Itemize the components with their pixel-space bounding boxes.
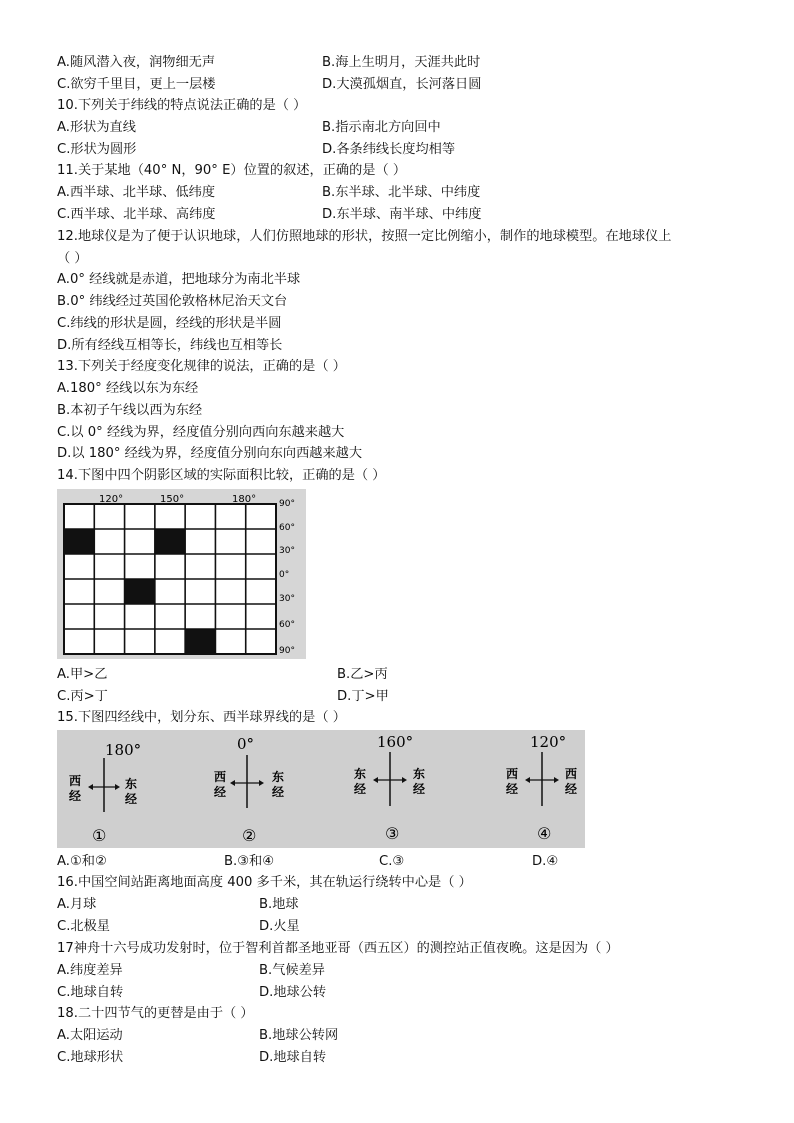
meridian-number: ② bbox=[242, 826, 257, 845]
q16-option-d: D.火星 bbox=[259, 919, 300, 934]
meridian-degree: 180° bbox=[105, 741, 142, 759]
arrow-head-left bbox=[230, 780, 235, 786]
meridian-number: ③ bbox=[385, 824, 400, 843]
meridian-left-label: 经 bbox=[69, 789, 82, 803]
meridian-panel-2 bbox=[214, 735, 284, 845]
q15-stem: 15.下图四经线中，划分东、西半球界线的是（ ） bbox=[57, 710, 346, 725]
grid-right-label: 60° bbox=[279, 620, 295, 630]
q18-option-b: B.地球公转网 bbox=[259, 1028, 339, 1043]
arrow-head-right bbox=[554, 777, 559, 783]
q14-option-b: B.乙>丙 bbox=[337, 667, 388, 682]
q11-option-b: B.东半球、北半球、中纬度 bbox=[322, 185, 481, 200]
q12-option-a: A.0° 经线就是赤道，把地球分为南北半球 bbox=[57, 272, 301, 287]
shaded-cell bbox=[185, 629, 215, 654]
q10-option-c: C.形状为圆形 bbox=[57, 142, 137, 157]
shaded-cell bbox=[125, 579, 155, 604]
q17-option-b: B.气候差异 bbox=[259, 963, 325, 978]
arrow-head-left bbox=[373, 777, 378, 783]
q16-option-b: B.地球 bbox=[259, 897, 299, 912]
q13-stem: 13.下列关于经度变化规律的说法，正确的是（ ） bbox=[57, 359, 346, 374]
grid-top-label: 150° bbox=[160, 494, 185, 505]
q18-option-a: A.太阳运动 bbox=[57, 1028, 123, 1043]
arrow-head-left bbox=[88, 784, 93, 790]
grid-svg bbox=[57, 489, 306, 659]
q17-stem: 17神舟十六号成功发射时，位于智利首都圣地亚哥（西五区）的测控站正值夜晚。这是因为（ ） bbox=[57, 941, 619, 956]
q13-option-d: D.以 180° 经线为界，经度值分别向东向西越来越大 bbox=[57, 446, 363, 461]
q18-option-d: D.地球自转 bbox=[259, 1050, 327, 1065]
q11-option-a: A.西半球、北半球、低纬度 bbox=[57, 185, 216, 200]
meridian-right-label: 西 bbox=[565, 767, 578, 781]
meridian-right-label: 经 bbox=[565, 782, 578, 796]
q9-option-d: D.大漠孤烟直，长河落日圆 bbox=[322, 77, 482, 92]
q12-option-b: B.0° 纬线经过英国伦敦格林尼治天文台 bbox=[57, 294, 288, 309]
q10-stem: 10.下列关于纬线的特点说法正确的是（ ） bbox=[57, 98, 307, 113]
meridian-panel-4 bbox=[506, 733, 577, 843]
meridian-left-label: 西 bbox=[506, 767, 519, 781]
arrow-head-right bbox=[402, 777, 407, 783]
q14-stem: 14.下图中四个阴影区域的实际面积比较，正确的是（ ） bbox=[57, 468, 386, 483]
meridian-left-label: 西 bbox=[69, 774, 82, 788]
q9-option-c: C.欲穷千里目，更上一层楼 bbox=[57, 77, 216, 92]
q18-option-c: C.地球形状 bbox=[57, 1050, 124, 1065]
q9-option-a: A.随风潜入夜，润物细无声 bbox=[57, 55, 216, 70]
meridian-left-label: 东 bbox=[354, 767, 367, 781]
q17-option-c: C.地球自转 bbox=[57, 985, 124, 1000]
meridian-left-label: 经 bbox=[214, 785, 227, 799]
meridian-right-label: 东 bbox=[272, 770, 285, 784]
q13-option-a: A.180° 经线以东为东经 bbox=[57, 381, 199, 396]
q13-option-b: B.本初子午线以西为东经 bbox=[57, 403, 203, 418]
meridian-panel-3 bbox=[354, 733, 425, 843]
arrow-head-left bbox=[525, 777, 530, 783]
grid-right-label: 0° bbox=[279, 570, 290, 580]
grid-right-label: 90° bbox=[279, 499, 295, 509]
meridian-svg bbox=[57, 730, 585, 848]
q11-option-c: C.西半球、北半球、高纬度 bbox=[57, 207, 216, 222]
q14-option-a: A.甲>乙 bbox=[57, 667, 108, 682]
q16-stem: 16.中国空间站距离地面高度 400 多千米，其在轨运行绕转中心是（ ） bbox=[57, 875, 472, 890]
meridian-number: ① bbox=[92, 826, 107, 845]
q16-option-a: A.月球 bbox=[57, 897, 97, 912]
grid-right-label: 90° bbox=[279, 646, 295, 656]
q10-option-d: D.各条纬线长度均相等 bbox=[322, 142, 456, 157]
shaded-cell bbox=[64, 529, 94, 554]
shaded-cell bbox=[155, 529, 185, 554]
q11-option-d: D.东半球、南半球、中纬度 bbox=[322, 207, 482, 222]
grid-top-label: 120° bbox=[99, 494, 124, 505]
q12-stem-line1: 12.地球仪是为了便于认识地球，人们仿照地球的形状，按照一定比例缩小，制作的地球模型。在地球仪上 bbox=[57, 229, 672, 244]
meridian-left-label: 西 bbox=[214, 770, 227, 784]
arrow-head-right bbox=[259, 780, 264, 786]
q11-stem: 11.关于某地（40° N，90° E）位置的叙述，正确的是（ ） bbox=[57, 163, 407, 178]
arrow-head-right bbox=[115, 784, 120, 790]
q17-option-d: D.地球公转 bbox=[259, 985, 327, 1000]
grid-top-label: 180° bbox=[232, 494, 257, 505]
q9-option-b: B.海上生明月，天涯共此时 bbox=[322, 55, 481, 70]
meridian-left-label: 经 bbox=[506, 782, 519, 796]
q10-option-b: B.指示南北方向回中 bbox=[322, 120, 441, 135]
meridian-degree: 0° bbox=[237, 735, 255, 753]
meridian-panel-1 bbox=[69, 741, 141, 845]
meridian-right-label: 东 bbox=[125, 777, 138, 791]
meridian-right-label: 东 bbox=[413, 767, 426, 781]
q15-option-c: C.③ bbox=[379, 854, 405, 869]
q12-stem-line2: （ ） bbox=[57, 251, 88, 266]
grid-right-label: 30° bbox=[279, 546, 295, 556]
q12-option-c: C.纬线的形状是圆，经线的形状是半圆 bbox=[57, 316, 282, 331]
meridian-right-label: 经 bbox=[272, 785, 285, 799]
meridian-degree: 160° bbox=[377, 733, 414, 751]
meridian-right-label: 经 bbox=[125, 792, 138, 806]
meridian-figure bbox=[57, 730, 585, 848]
q10-option-a: A.形状为直线 bbox=[57, 120, 136, 135]
meridian-number: ④ bbox=[537, 824, 552, 843]
q15-option-a: A.①和② bbox=[57, 854, 107, 869]
meridian-degree: 120° bbox=[530, 733, 567, 751]
q13-option-c: C.以 0° 经线为界，经度值分别向西向东越来越大 bbox=[57, 425, 345, 440]
lat-lon-grid-figure bbox=[57, 489, 306, 659]
q12-option-d: D.所有经线互相等长，纬线也互相等长 bbox=[57, 338, 283, 353]
q17-option-a: A.纬度差异 bbox=[57, 963, 123, 978]
q15-option-d: D.④ bbox=[532, 854, 559, 869]
q18-stem: 18.二十四节气的更替是由于（ ） bbox=[57, 1006, 254, 1021]
grid-right-label: 60° bbox=[279, 523, 295, 533]
q14-option-c: C.丙>丁 bbox=[57, 689, 108, 704]
meridian-left-label: 经 bbox=[354, 782, 367, 796]
q16-option-c: C.北极星 bbox=[57, 919, 110, 934]
q14-option-d: D.丁>甲 bbox=[337, 689, 389, 704]
q15-option-b: B.③和④ bbox=[224, 854, 275, 869]
meridian-right-label: 经 bbox=[413, 782, 426, 796]
grid-right-label: 30° bbox=[279, 594, 295, 604]
